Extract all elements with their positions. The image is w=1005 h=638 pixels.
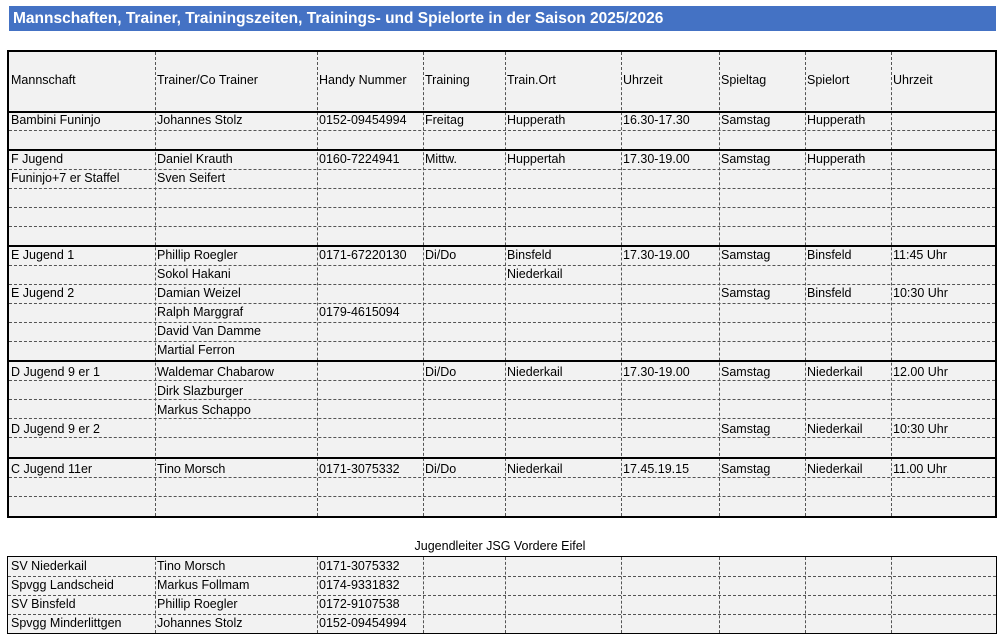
header-match-place: Spielort — [807, 73, 850, 87]
table-row — [9, 286, 995, 301]
row-divider — [9, 303, 995, 304]
cell-train-time: 17.30-19.00 — [623, 365, 690, 379]
cell-leader-phone: 0174-9331832 — [319, 578, 400, 592]
cell-trainer: Johannes Stolz — [157, 113, 243, 127]
cell-team: Bambini Funinjo — [11, 113, 101, 127]
group-separator — [9, 245, 995, 247]
cell-match-place: Binsfeld — [807, 286, 852, 300]
cell-club: Spvgg Landscheid — [11, 578, 114, 592]
row-divider — [9, 265, 995, 266]
table-row — [9, 152, 995, 167]
header-match-time: Uhrzeit — [893, 73, 933, 87]
cell-trainer: David Van Damme — [157, 324, 261, 338]
table-row — [9, 324, 995, 339]
cell-match-place: Niederkail — [807, 365, 863, 379]
cell-club: Spvgg Minderlittgen — [11, 616, 122, 630]
cell-training: Mittw. — [425, 152, 457, 166]
cell-match-time: 11:45 Uhr — [893, 248, 947, 262]
cell-matchday: Samstag — [721, 113, 771, 127]
cell-trainer: Waldemar Chabarow — [157, 365, 274, 379]
cell-leader-name: Markus Follmam — [157, 578, 250, 592]
cell-match-place: Hupperath — [807, 113, 866, 127]
cell-team: D Jugend 9 er 2 — [11, 422, 100, 436]
cell-match-time: 10:30 Uhr — [893, 422, 948, 436]
row-divider — [8, 576, 996, 577]
cell-training: Freitag — [425, 113, 464, 127]
cell-trainer: Sven Seifert — [157, 171, 226, 185]
row-divider — [9, 226, 995, 227]
row-divider — [8, 595, 996, 596]
header-train-time: Uhrzeit — [623, 73, 663, 87]
cell-club: SV Binsfeld — [11, 597, 76, 611]
cell-trainer: Martial Ferron — [157, 343, 235, 357]
page-title: Mannschaften, Trainer, Trainingszeiten, Trainings- und Spielorte in der Saison 2025/2026 — [9, 6, 996, 31]
cell-matchday: Samstag — [721, 462, 771, 476]
row-divider — [9, 188, 995, 189]
header-train-place: Train.Ort — [507, 73, 556, 87]
list-item — [9, 578, 997, 593]
row-divider — [9, 437, 995, 438]
cell-leader-name: Phillip Roegler — [157, 597, 238, 611]
table-row — [9, 267, 995, 282]
cell-train-place: Binsfeld — [507, 248, 552, 262]
cell-train-place: Hupperath — [507, 113, 566, 127]
group-separator — [9, 149, 995, 151]
row-divider — [9, 169, 995, 170]
table-row — [9, 343, 995, 358]
table-row — [9, 248, 995, 263]
row-divider — [9, 399, 995, 400]
list-item — [9, 616, 997, 631]
cell-phone: 0152-09454994 — [319, 113, 407, 127]
header-matchday: Spieltag — [721, 73, 767, 87]
cell-team: C Jugend 11er — [11, 462, 93, 476]
row-divider — [9, 284, 995, 285]
table-row — [9, 403, 995, 418]
cell-train-time: 16.30-17.30 — [623, 113, 690, 127]
cell-trainer: Markus Schappo — [157, 403, 251, 417]
cell-trainer: Phillip Roegler — [157, 248, 238, 262]
cell-match-time: 12.00 Uhr — [893, 365, 948, 379]
row-divider — [9, 322, 995, 323]
cell-train-place: Niederkail — [507, 365, 563, 379]
cell-train-place: Huppertah — [507, 152, 566, 166]
cell-train-time: 17.45.19.15 — [623, 462, 690, 476]
list-item — [9, 597, 997, 612]
cell-team: D Jugend 9 er 1 — [11, 365, 100, 379]
cell-phone: 0171-67220130 — [319, 248, 407, 262]
cell-team: Funinjo+7 er Staffel — [11, 171, 120, 185]
row-divider — [9, 496, 995, 497]
table-row — [9, 422, 995, 437]
header-trainer: Trainer/Co Trainer — [157, 73, 258, 87]
cell-trainer: Dirk Slazburger — [157, 384, 244, 398]
cell-phone: 0171-3075332 — [319, 462, 400, 476]
cell-trainer: Damian Weizel — [157, 286, 241, 300]
header-training: Training — [425, 73, 470, 87]
row-divider — [9, 207, 995, 208]
cell-match-place: Binsfeld — [807, 248, 852, 262]
leaders-table — [7, 556, 997, 634]
cell-leader-phone: 0171-3075332 — [319, 559, 400, 573]
table-row — [9, 384, 995, 399]
cell-match-time: 10:30 Uhr — [893, 286, 948, 300]
table-row — [9, 365, 995, 380]
table-row — [9, 462, 995, 477]
cell-match-place: Niederkail — [807, 422, 863, 436]
cell-leader-name: Tino Morsch — [157, 559, 226, 573]
cell-match-place: Hupperath — [807, 152, 866, 166]
header-team: Mannschaft — [11, 73, 76, 87]
cell-club: SV Niederkail — [11, 559, 87, 573]
cell-phone: 0179-4615094 — [319, 305, 400, 319]
row-divider — [9, 130, 995, 131]
cell-matchday: Samstag — [721, 422, 771, 436]
cell-train-time: 17.30-19.00 — [623, 152, 690, 166]
table-row — [9, 305, 995, 320]
cell-training: Di/Do — [425, 365, 457, 379]
row-divider — [9, 418, 995, 419]
table-row — [9, 171, 995, 186]
cell-leader-phone: 0152-09454994 — [319, 616, 407, 630]
cell-trainer: Ralph Marggraf — [157, 305, 244, 319]
row-divider — [9, 380, 995, 381]
group-separator — [9, 360, 995, 362]
leaders-caption: Jugendleiter JSG Vordere Eifel — [414, 539, 586, 553]
row-divider — [8, 614, 996, 615]
cell-training: Di/Do — [425, 248, 457, 262]
cell-trainer: Daniel Krauth — [157, 152, 233, 166]
row-divider — [9, 341, 995, 342]
cell-train-place: Niederkail — [507, 267, 563, 281]
group-separator — [9, 457, 995, 459]
cell-training: Di/Do — [425, 462, 457, 476]
cell-matchday: Samstag — [721, 248, 771, 262]
cell-match-time: 11.00 Uhr — [893, 462, 947, 476]
table-row — [9, 113, 995, 128]
cell-matchday: Samstag — [721, 152, 771, 166]
cell-matchday: Samstag — [721, 365, 771, 379]
cell-team: F Jugend — [11, 152, 64, 166]
header-phone: Handy Nummer — [319, 73, 407, 87]
cell-train-place: Niederkail — [507, 462, 563, 476]
cell-match-place: Niederkail — [807, 462, 863, 476]
cell-train-time: 17.30-19.00 — [623, 248, 690, 262]
row-divider — [9, 477, 995, 478]
cell-phone: 0160-7224941 — [319, 152, 400, 166]
cell-team: E Jugend 2 — [11, 286, 75, 300]
cell-trainer: Sokol Hakani — [157, 267, 231, 281]
cell-leader-name: Johannes Stolz — [157, 616, 243, 630]
cell-leader-phone: 0172-9107538 — [319, 597, 400, 611]
cell-matchday: Samstag — [721, 286, 771, 300]
cell-trainer: Tino Morsch — [157, 462, 226, 476]
schedule-table — [7, 50, 997, 518]
cell-team: E Jugend 1 — [11, 248, 75, 262]
list-item — [9, 559, 997, 574]
